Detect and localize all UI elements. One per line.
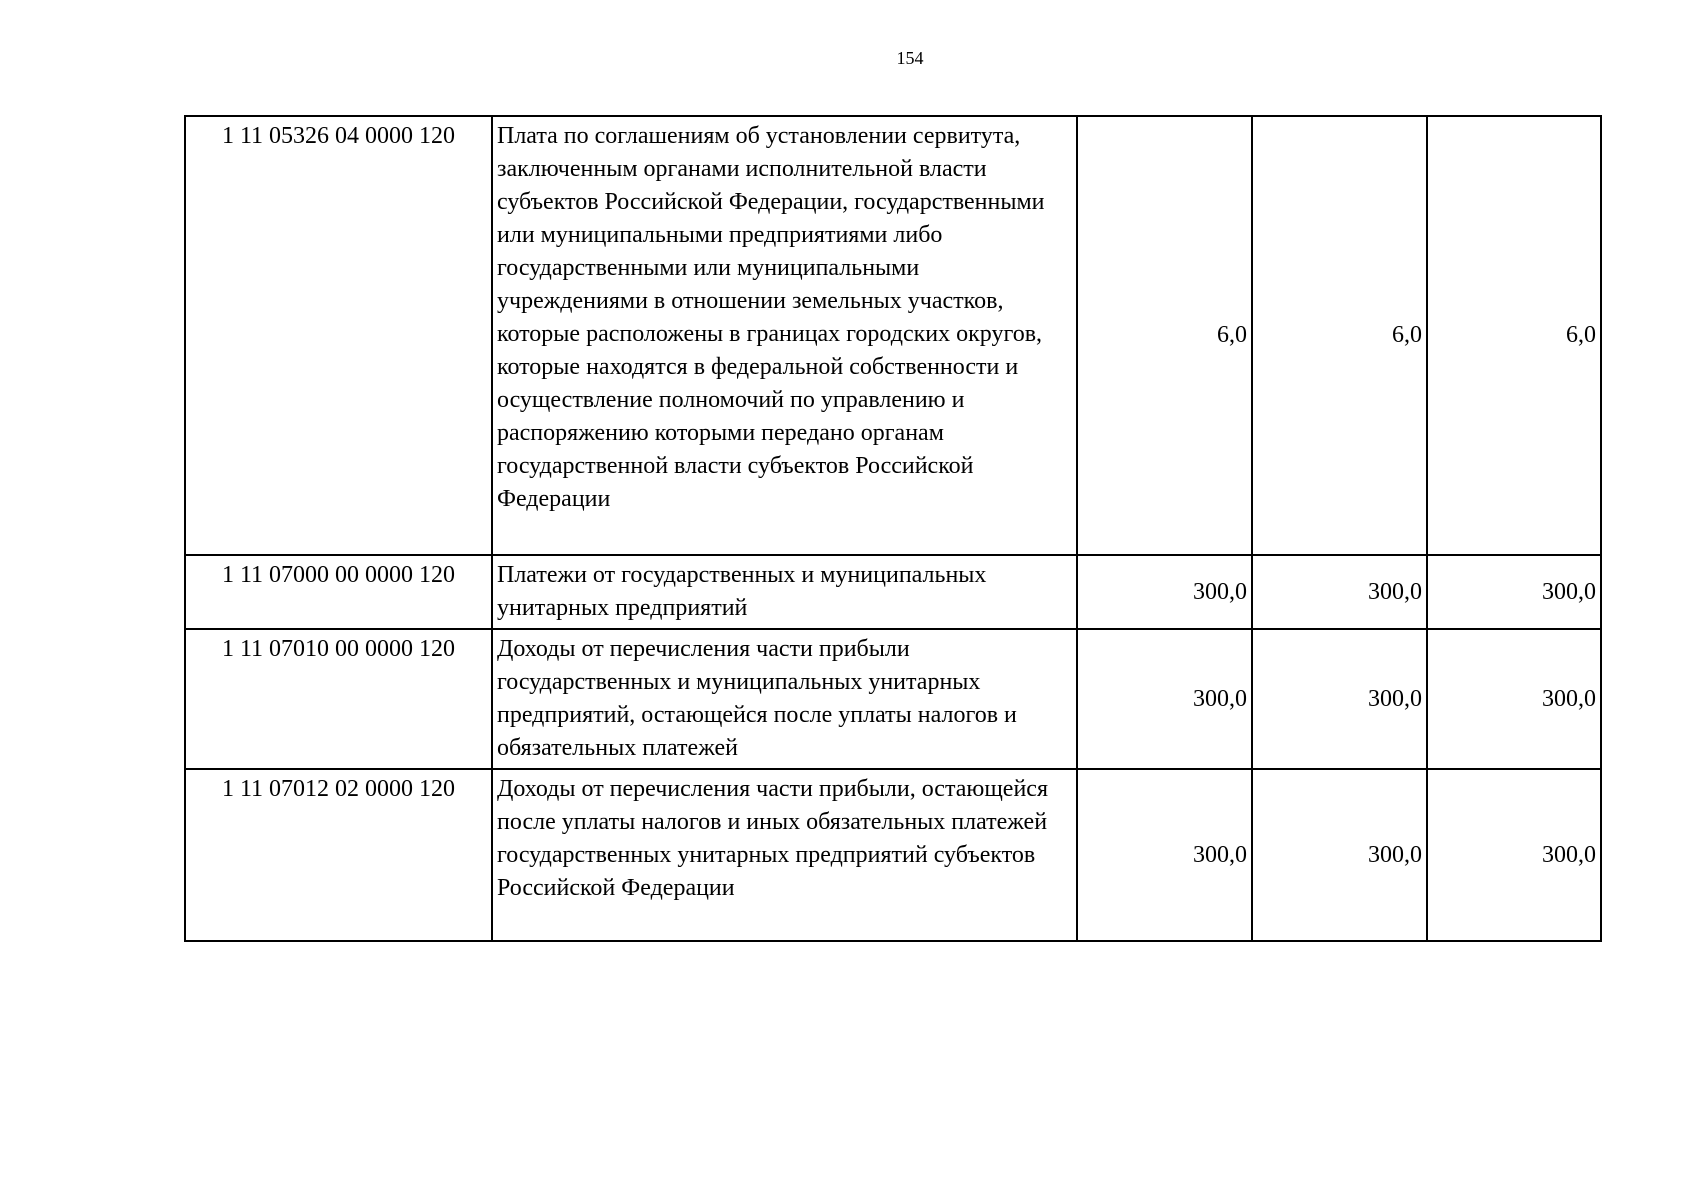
budget-code-cell: 1 11 05326 04 0000 120 bbox=[185, 116, 492, 555]
value-cell-year-3: 300,0 bbox=[1427, 629, 1601, 769]
table-row bbox=[185, 116, 1601, 555]
value-cell-year-3: 300,0 bbox=[1427, 555, 1601, 629]
budget-code-cell: 1 11 07012 02 0000 120 bbox=[185, 769, 492, 941]
value-cell-year-2: 300,0 bbox=[1252, 629, 1427, 769]
table-row bbox=[185, 769, 1601, 941]
value-cell-year-1: 300,0 bbox=[1077, 555, 1252, 629]
value-cell-year-1: 300,0 bbox=[1077, 769, 1252, 941]
value-cell-year-3: 6,0 bbox=[1427, 116, 1601, 555]
description-cell: Плата по соглашениям об установлении сервитута, заключенным органами исполнительной власти субъектов Российской Федерации, государственными или муниципальными предприятиями либо государственными или муниципальными учреждениями в отношении земельных участков, которые расположены в границах городских округов, которые находятся в федеральной собственности и осуществление полномочий по управлению и распоряжению которыми передано органам государственной власти субъектов Российской Федерации bbox=[492, 116, 1077, 555]
page-number: 154 bbox=[896, 48, 924, 68]
value-cell-year-2: 300,0 bbox=[1252, 555, 1427, 629]
budget-code-cell: 1 11 07000 00 0000 120 bbox=[185, 555, 492, 629]
budget-code-cell: 1 11 07010 00 0000 120 bbox=[185, 629, 492, 769]
description-cell: Доходы от перечисления части прибыли государственных и муниципальных унитарных предприятий, остающейся после уплаты налогов и обязательных платежей bbox=[492, 629, 1077, 769]
budget-table bbox=[184, 115, 1602, 942]
table-row bbox=[185, 555, 1601, 629]
value-cell-year-3: 300,0 bbox=[1427, 769, 1601, 941]
value-cell-year-1: 300,0 bbox=[1077, 629, 1252, 769]
value-cell-year-1: 6,0 bbox=[1077, 116, 1252, 555]
description-cell: Платежи от государственных и муниципальных унитарных предприятий bbox=[492, 555, 1077, 629]
table-row bbox=[185, 629, 1601, 769]
value-cell-year-2: 300,0 bbox=[1252, 769, 1427, 941]
description-cell: Доходы от перечисления части прибыли, остающейся после уплаты налогов и иных обязательных платежей государственных унитарных предприятий субъектов Российской Федерации bbox=[492, 769, 1077, 941]
value-cell-year-2: 6,0 bbox=[1252, 116, 1427, 555]
